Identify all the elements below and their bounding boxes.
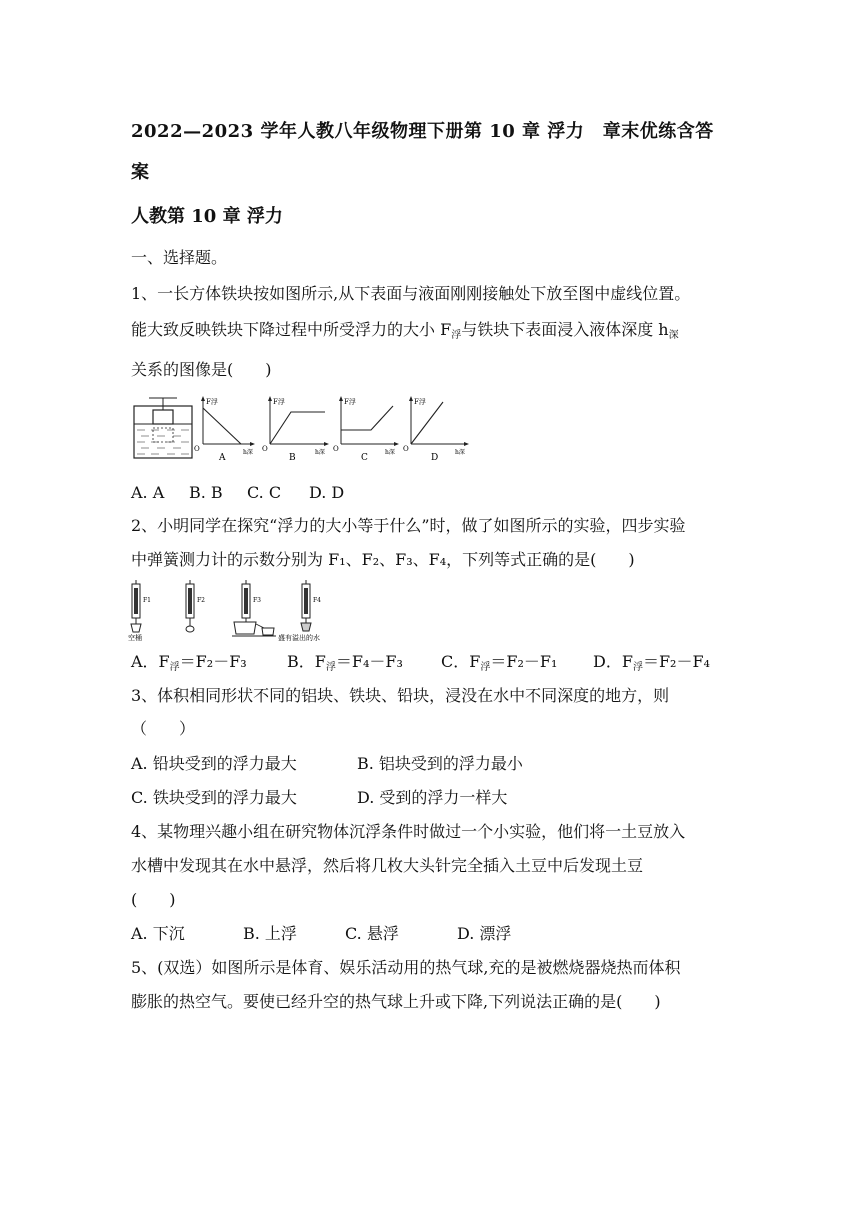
q2-option-d-sub: 浮 [632,662,643,673]
q2-option-d [593,652,710,678]
graph-a-letter: A [219,453,226,463]
graph-d-letter: D [431,453,439,463]
q2-stem-line2: 中弹簧测力计的示数分别为 F₁、F₂、F₃、F₄，下列等式正确的是( ) [131,550,635,569]
q1-option-a: A. A [131,483,165,502]
graph-c-x-label: h深 [385,449,395,456]
q1-stem-line1: 1、一长方体铁块按如图所示,从下表面与液面刚刚接触处下放至图中虚线位置。 [131,284,691,303]
q2-option-c [441,652,593,678]
graph-d-y-label: F浮 [414,398,426,406]
q4-option-c: C. 悬浮 [345,924,399,943]
q3-option-c: C. 铁块受到的浮力最大 [131,788,297,807]
q1-stem-line3: 关系的图像是( ) [131,360,272,379]
graph-c-y-label: F浮 [344,398,356,406]
q2-option-c-sub: 浮 [480,662,491,673]
chapter-heading: 人教第 10 章 浮力 [131,206,283,227]
graph-c-letter: C [361,453,368,463]
q2-option-d-pre: D．F [593,652,633,671]
graph-d-origin: O [403,445,409,453]
q2-options [131,652,710,678]
force-label-1: F1 [143,597,151,604]
beaker-diagram [134,398,192,458]
spring-scale-4 [278,580,321,642]
q4-option-a: A. 下沉 [131,924,185,943]
graph-d [403,396,469,463]
q3-stem-line1: 3、体积相同形状不同的铝块、铁块、铅块，浸没在水中不同深度的地方，则 [131,686,670,705]
doc-title-line2: 案 [131,162,150,183]
q2-option-b-post: ＝F₄－F₃ [335,652,403,671]
q4-options [131,924,511,944]
graph-c [333,396,399,463]
graph-b-letter: B [289,453,296,463]
q2-option-d-post: ＝F₂－F₄ [642,652,710,671]
q1-options [131,483,344,503]
graph-b-y-label: F浮 [273,398,285,406]
spring-scale-1 [128,580,151,642]
graph-b-origin: O [262,445,268,453]
q1-figure [131,394,471,464]
q2-stem-line1: 2、小明同学在探究“浮力的大小等于什么”时，做了如图所示的实验，四步实验 [131,516,686,535]
q1-stem-line2 [131,320,679,346]
graph-d-x-label: h深 [455,449,465,456]
section-heading: 一、选择题。 [131,248,228,267]
q5-stem-line2: 膨胀的热空气。要使已经升空的热气球上升或下降,下列说法正确的是( ) [131,992,661,1011]
q3-option-d: D. 受到的浮力一样大 [357,788,508,807]
q1-stem-text-b: 与铁块下表面浸入液体深度 h [461,320,669,339]
q4-stem-line3: ( ) [131,890,176,909]
q4-option-d: D. 漂浮 [457,924,512,943]
q2-option-a [131,652,287,678]
spring-scale-3 [232,580,276,636]
force-label-4: F4 [313,597,321,604]
q2-figure [128,578,338,642]
q2-option-a-pre: A．F [131,652,170,671]
label-overflow-water: 盛有溢出的水 [278,634,320,642]
q1-sub-fu: 浮 [451,330,462,341]
graph-a-origin: O [194,445,200,453]
q3-option-a: A. 铅块受到的浮力最大 [131,754,297,773]
q5-stem-line1: 5、(双选）如图所示是体育、娱乐活动用的热气球,充的是被燃烧器烧热而体积 [131,958,681,977]
graph-a-x-label: h深 [243,449,253,456]
q2-option-c-post: ＝F₂－F₁ [490,652,558,671]
doc-title-line1: 2022—2023 学年人教八年级物理下册第 10 章 浮力 章末优练含答 [131,121,714,142]
force-label-2: F2 [197,597,205,604]
q3-options-row1 [131,754,523,774]
q3-options-row2 [131,788,507,808]
q2-option-a-sub: 浮 [169,662,180,673]
label-empty-bucket: 空桶 [128,634,142,642]
q4-option-b: B. 上浮 [243,924,297,943]
q2-option-b-sub: 浮 [325,662,336,673]
graph-c-origin: O [333,445,339,453]
q2-option-a-post: ＝F₂－F₃ [179,652,247,671]
q1-option-d: D. D [309,483,345,502]
graph-b-x-label: h深 [315,449,325,456]
graph-a [194,396,255,463]
graph-b [262,396,329,463]
spring-scale-2 [186,580,205,632]
q1-sub-shen: 深 [668,330,679,341]
q2-option-c-pre: C．F [441,652,481,671]
q2-option-b-pre: B．F [287,652,326,671]
q1-stem-text-a: 能大致反映铁块下降过程中所受浮力的大小 F [131,320,452,339]
q1-option-c: C. C [247,483,282,502]
q4-stem-line1: 4、某物理兴趣小组在研究物体沉浮条件时做过一个小实验，他们将一土豆放入 [131,822,686,841]
q2-option-b [287,652,441,678]
q1-option-b: B. B [189,483,223,502]
graph-a-y-label: F浮 [206,398,218,406]
q3-option-b: B. 铝块受到的浮力最小 [357,754,523,773]
q3-stem-line2: （ ） [131,719,196,738]
force-label-3: F3 [253,597,261,604]
q4-stem-line2: 水槽中发现其在水中悬浮，然后将几枚大头针完全插入土豆中后发现土豆 [131,856,644,875]
